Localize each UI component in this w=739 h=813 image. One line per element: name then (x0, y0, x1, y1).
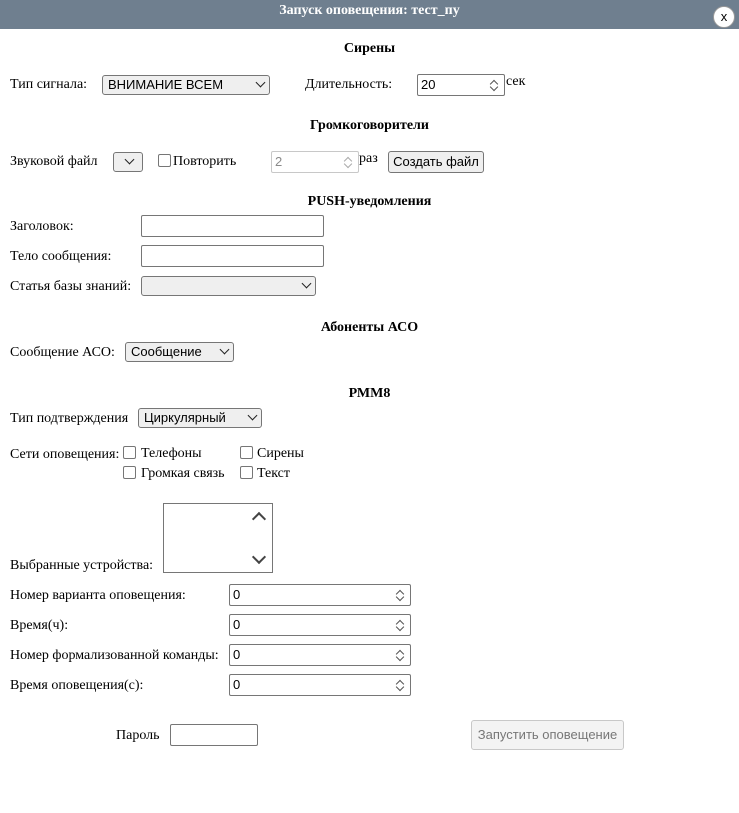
spinner-icon[interactable] (393, 616, 407, 634)
section-heading-speakers: Громкоговорители (310, 118, 429, 133)
net-sirens-label: Сирены (257, 446, 304, 461)
repeat-count-input[interactable] (271, 151, 359, 173)
variant-input[interactable] (229, 584, 411, 606)
command-value: 0 (233, 647, 241, 662)
spinner-icon[interactable] (341, 153, 355, 171)
command-input[interactable] (229, 644, 411, 666)
password-label: Пароль (116, 728, 160, 743)
repeat-label: Повторить (173, 154, 237, 169)
push-title-input[interactable] (141, 215, 324, 237)
spinner-icon[interactable] (393, 586, 407, 604)
chevron-down-icon (256, 78, 266, 88)
create-file-button[interactable]: Создать файл (388, 151, 484, 173)
section-heading-push: PUSH-уведомления (307, 194, 432, 209)
alert-time-value: 0 (233, 677, 241, 692)
sound-file-label: Звуковой файл (10, 154, 98, 169)
close-button[interactable]: x (713, 6, 735, 28)
duration-label: Длительность: (305, 77, 393, 92)
signal-type-select[interactable] (102, 75, 270, 95)
dialog-title: Запуск оповещения: тест_пу (279, 3, 460, 18)
duration-unit: сек (506, 74, 526, 89)
repeat-count-value: 2 (275, 154, 283, 169)
aso-message-value: Сообщение (131, 344, 202, 359)
net-phones-checkbox[interactable] (123, 446, 136, 459)
sound-file-select[interactable] (113, 152, 143, 172)
aso-message-label: Сообщение АСО: (10, 345, 115, 360)
networks-label: Сети оповещения: (10, 447, 120, 462)
duration-value: 20 (421, 77, 436, 92)
spinner-icon[interactable] (487, 76, 501, 94)
net-sirens-checkbox[interactable] (240, 446, 253, 459)
alert-time-label: Время оповещения(с): (10, 678, 144, 693)
alert-time-input[interactable] (229, 674, 411, 696)
time-input[interactable] (229, 614, 411, 636)
net-loud-checkbox[interactable] (123, 466, 136, 479)
chevron-down-icon[interactable] (252, 550, 266, 564)
push-body-label: Тело сообщения: (10, 249, 112, 264)
net-text-label: Текст (257, 466, 291, 481)
chevron-down-icon (302, 279, 312, 289)
push-title-label: Заголовок: (10, 219, 74, 234)
repeat-unit: раз (359, 151, 378, 166)
section-heading-rmm8: РММ8 (348, 386, 391, 401)
password-input[interactable] (170, 724, 258, 746)
confirm-type-label: Тип подтверждения (10, 411, 129, 426)
dialog-titlebar (0, 0, 739, 29)
duration-input[interactable] (417, 74, 505, 96)
start-alert-button[interactable]: Запустить оповещение (471, 720, 624, 750)
chevron-down-icon (125, 155, 135, 165)
net-loud-label: Громкая связь (141, 466, 225, 481)
spinner-icon[interactable] (393, 676, 407, 694)
repeat-checkbox[interactable] (158, 154, 171, 167)
kb-article-label: Статья базы знаний: (10, 279, 132, 294)
aso-message-select[interactable] (125, 342, 234, 362)
chevron-down-icon (220, 345, 230, 355)
command-label: Номер формализованной команды: (10, 648, 219, 663)
signal-type-label: Тип сигнала: (10, 77, 88, 92)
selected-devices-listbox[interactable] (163, 503, 273, 573)
spinner-icon[interactable] (393, 646, 407, 664)
net-phones-label: Телефоны (141, 446, 202, 461)
variant-value: 0 (233, 587, 241, 602)
chevron-down-icon (248, 411, 258, 421)
net-text-checkbox[interactable] (240, 466, 253, 479)
time-value: 0 (233, 617, 241, 632)
time-label: Время(ч): (10, 618, 69, 633)
confirm-type-value: Циркулярный (144, 410, 226, 425)
kb-article-select[interactable] (141, 276, 316, 296)
section-heading-sirens: Сирены (343, 41, 396, 56)
signal-type-value: ВНИМАНИЕ ВСЕМ (108, 77, 224, 92)
chevron-up-icon[interactable] (252, 512, 266, 526)
selected-devices-label: Выбранные устройства: (10, 558, 154, 573)
confirm-type-select[interactable] (138, 408, 262, 428)
push-body-input[interactable] (141, 245, 324, 267)
section-heading-aso: Абоненты АСО (320, 320, 419, 335)
variant-label: Номер варианта оповещения: (10, 588, 186, 603)
